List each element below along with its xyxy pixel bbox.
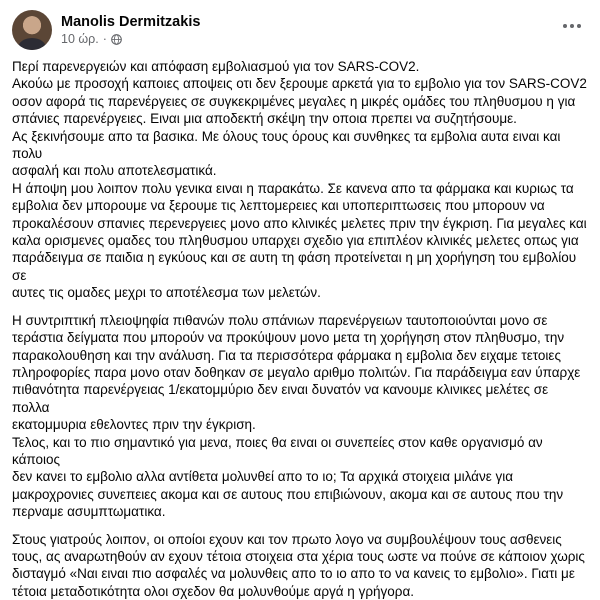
post-body bbox=[12, 58, 588, 600]
post-text-line: Η άποψη μου λοιπον πολυ γενικα ειναι η παρακάτω. Σε κανενα απο τα φάρμακα και κυριως τα bbox=[12, 180, 574, 196]
post-text-line: Τελος, και το πιο σημαντικό για μενα, ποιες θα ειναι οι συνεπείες στον καθε οργανισμό αν κάποιος bbox=[12, 434, 543, 467]
post-paragraph bbox=[12, 312, 588, 521]
post-text-line: οσον αφορά τις παρενέργειες σε συγκεκριμένες μεγαλες η μικρές ομάδες του πληθυσμου η για bbox=[12, 93, 576, 109]
post-text-line: καλα ορισμενες ομαδες του πληθυσμου υπαρχει σχεδιο για επιπλέον κλινικές μελετες οπως για bbox=[12, 233, 579, 249]
post-text-line: τέτοια μεταδοτικότητα ολοι σχεδον θα μολυνθούμε αργά η γρήγορα. bbox=[12, 583, 414, 599]
author-avatar[interactable] bbox=[12, 10, 52, 50]
post-text-line: μακροχρονιες συνεπειες ακομα και σε αυτους που επιβιώνουν, ακομα και σε αυτους που την bbox=[12, 486, 564, 502]
post-text-line: αυτες τις ομαδες μεχρι το αποτέλεσμα των μελετών. bbox=[12, 285, 321, 301]
globe-icon[interactable] bbox=[111, 34, 122, 45]
post-text-line: Ακούω με προσοχή καποιες αποψεις οτι δεν ξερουμε αρκετά για το εμβολιο για τον SARS-COV2 bbox=[12, 76, 587, 92]
post-text-line: περναμε ασυμπτωματικα. bbox=[12, 504, 166, 520]
post-text-line: Η συντριπτική πλειοψηφία πιθανών πολυ σπάνιων παρενέργειων ταυτοποιούνται μονο σε bbox=[12, 312, 548, 328]
post-text-line: σπάνιες παρενέργειες. Ειναι μια αποδεκτή σκέψη την οποια πρεπει να συζητήσουμε. bbox=[12, 111, 517, 127]
post-timestamp[interactable]: 10 ώρ. bbox=[61, 31, 99, 46]
post-text-line: παράδειγμα σε παιδια η εγκύους και σε αυτη τη φάση προτείνεται η μη χορήγηση του εμβολίου σε bbox=[12, 250, 577, 283]
post-text-line: δεν κανει το εμβολιο αλλα αντίθετα μολυνθεί απο το ιο; Τα αρχικά στοιχεια μιλάνε για bbox=[12, 469, 514, 485]
post-paragraph bbox=[12, 531, 588, 600]
post-meta bbox=[61, 13, 200, 48]
post-text-line: δισταγμό «Ναι ειναι πιο ασφαλές να μολυνθεις απο το ιο απο το να κανεις το εμβολιο». Γιατι με bbox=[12, 566, 575, 582]
post-text-line: πληροφορίες παρα μονο οταν δοθηκαν σε μεγαλο αριθμο πολιτών. Για παράδειγμα εαν ύπαρχε bbox=[12, 364, 581, 380]
menu-dot bbox=[563, 24, 567, 28]
post-text-line: ασφαλή και πολυ αποτελεσματικά. bbox=[12, 163, 217, 179]
post-text-line: προκαλέσουν σπανιες περενεργειες μονο απο κλινικές μελετες πριν την έγκριση. Για μεγαλες και bbox=[12, 215, 587, 231]
post-text-line: παρακολουθηση και την ανάλυση. Για τα περισσότερα φάρμακα η εμβολια δεν ειχαμε τετοιες bbox=[12, 347, 561, 363]
post-text-line: Περί παρενεργειών και απόφαση εμβολιασμού για τον SARS-COV2. bbox=[12, 59, 420, 74]
post-text-line: εκατομμυρια εθελοντες πριν την έγκριση. bbox=[12, 417, 256, 433]
menu-dot bbox=[577, 24, 581, 28]
post-subline bbox=[61, 31, 200, 48]
post-paragraph bbox=[12, 58, 588, 302]
author-name[interactable]: Manolis Dermitzakis bbox=[61, 13, 201, 30]
post-text-line: πιθανότητα παρενέργειας 1/εκατομμύριο δεν ειναι δυνατόν να κανουμε κλινικες μελέτες σε πολλα bbox=[12, 382, 549, 415]
post-text-line: τεράστια δείγματα που μπορούν να προκύψουν μονο μετα τη χορήγηση στον πληθυσμο, την bbox=[12, 330, 565, 346]
post-text-line: εμβολια δεν μπορουμε να ξερουμε τις λεπτομερειες και υποπεριπτωσεις που μπορουν να bbox=[12, 198, 545, 214]
separator-dot: · bbox=[102, 31, 107, 46]
post-header bbox=[12, 8, 588, 52]
menu-dot bbox=[570, 24, 574, 28]
more-options-icon[interactable] bbox=[558, 14, 586, 38]
post-text-line: Στους γιατρούς λοιπον, οι οποίοι εχουν και τον πρωτο λογο να συμβουλέψουν τους ασθενεις bbox=[12, 531, 562, 547]
post-text-line: Ας ξεκινήσουμε απο τα βασικα. Με όλους τους όρους και συνθηκες τα εμβολια αυτα ειναι και πολυ bbox=[12, 128, 561, 162]
post-text-line: τους, ας αναρωτηθούν αν εχουν τέτοια στοιχεια στα χέρια τους ωστε να πούνε σε κάποιον χωρις bbox=[12, 548, 585, 564]
